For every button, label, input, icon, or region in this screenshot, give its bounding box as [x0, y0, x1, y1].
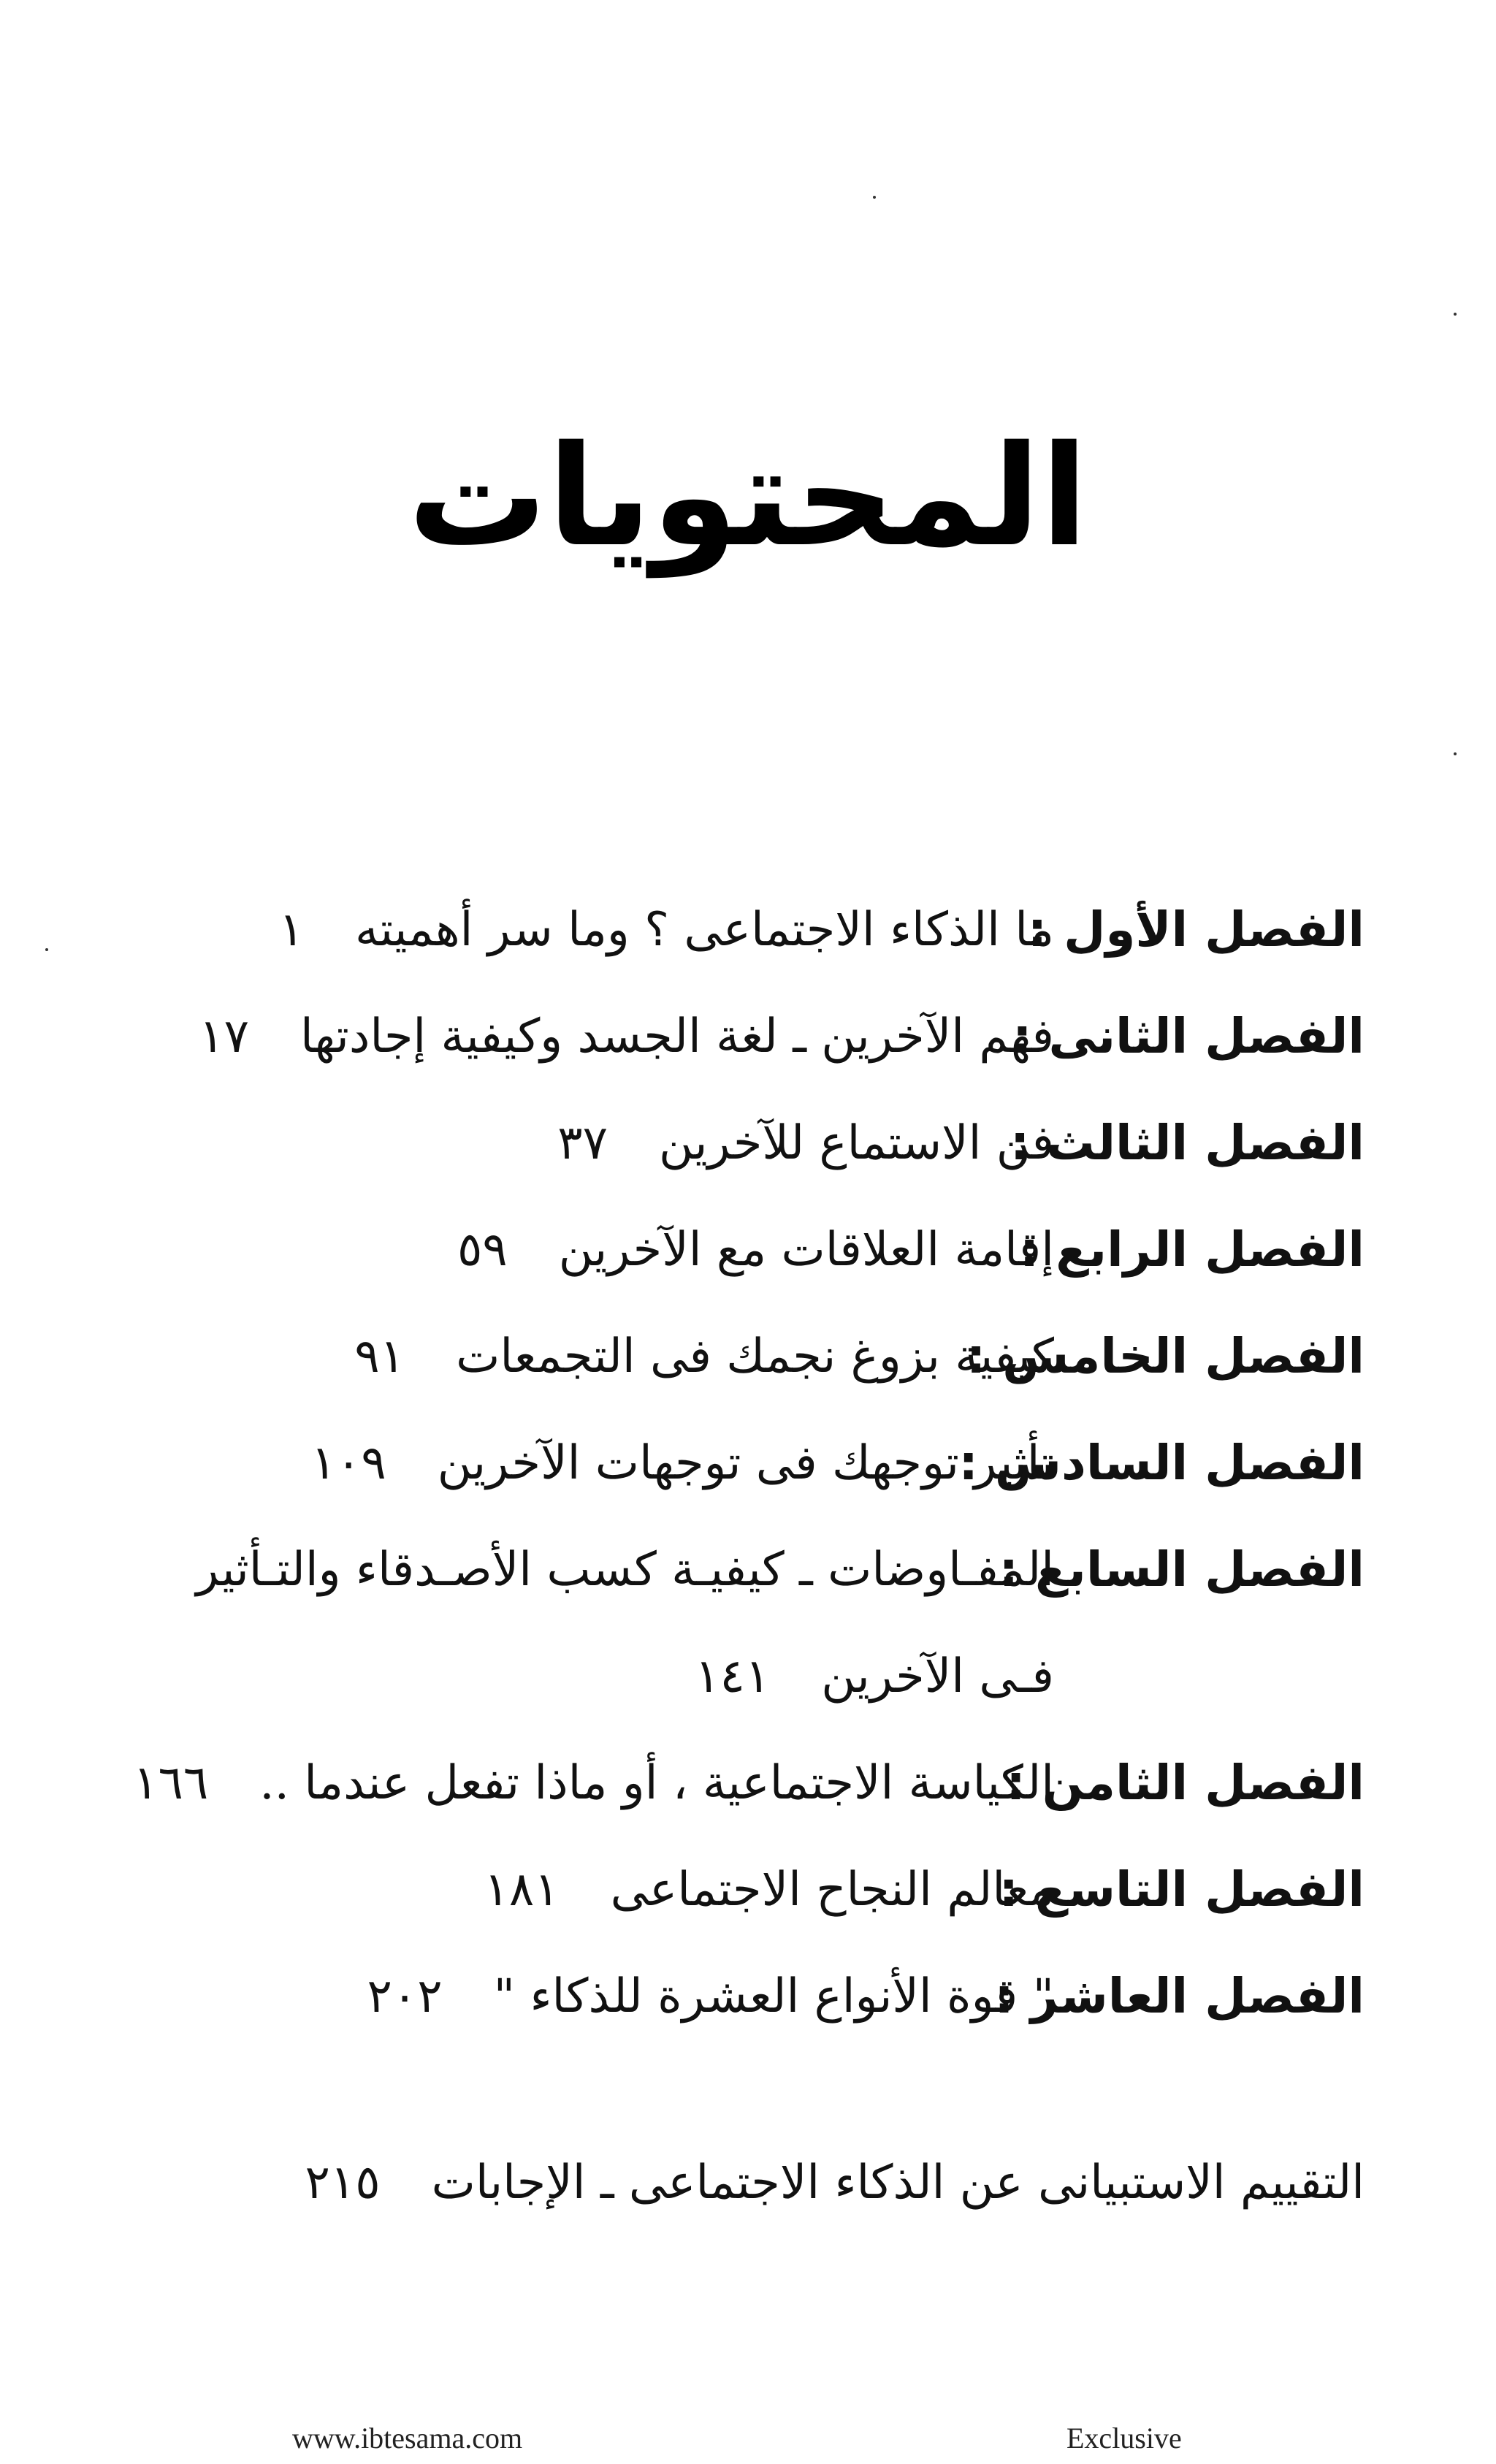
chapter-title-text: معالم النجاح الاجتماعى: [610, 1863, 1054, 1917]
chapter-page-number: ٩١: [354, 1330, 405, 1384]
chapter-title: [108, 1836, 1054, 1943]
chapter-label: الفصل التاسع :: [999, 1861, 1365, 1918]
chapter-page-number: ٢٠٢: [367, 1969, 443, 2024]
appendix-text: التقييم الاستبيانى عن الذكاء الاجتماعى ـ الإجابات: [431, 2156, 1365, 2210]
chapter-title: [108, 877, 1054, 983]
toc-row: [108, 983, 1365, 1090]
chapter-title: [108, 1517, 1054, 1730]
chapter-page-number: ١٤١: [695, 1649, 771, 1704]
chapter-page-number: ٣٧: [557, 1116, 608, 1170]
chapter-label: الفصل السادس :: [958, 1435, 1365, 1491]
appendix-entry: [108, 2129, 1365, 2236]
scan-speck: [1454, 752, 1457, 755]
chapter-title-text: فهم الآخرين ـ لغة الجسد وكيفية إجادتها: [300, 1010, 1054, 1064]
toc-row: [108, 1730, 1365, 1836]
chapter-page-number: ١٨١: [484, 1863, 560, 1917]
chapter-title-text: فن الاستماع للآخرين: [659, 1116, 1054, 1170]
chapter-title-text: المفـاوضات ـ كيفيـة كسب الأصـدقاء والتـأثير فـى الآخرين: [196, 1543, 1054, 1704]
chapter-title: [108, 1730, 1054, 1836]
toc-row: [108, 1943, 1365, 2050]
toc-row: [108, 1303, 1365, 1410]
chapter-title: [108, 1197, 1054, 1303]
chapter-title-text: ما الذكاء الاجتماعى ؟ وما سر أهميته: [354, 903, 1054, 957]
chapter-title: [108, 1090, 1054, 1197]
footer-website: www.ibtesama.com: [292, 2422, 523, 2455]
toc-row: [108, 1410, 1365, 1517]
chapter-page-number: ١٧: [199, 1010, 249, 1064]
chapter-page-number: ١٠٩: [310, 1436, 386, 1490]
page-title: المحتويات: [408, 416, 1088, 577]
chapter-page-number: ١٦٦: [133, 1756, 209, 1810]
chapter-title: [108, 1943, 1054, 2050]
chapter-page-number: ١: [278, 903, 304, 957]
toc-row: [108, 1197, 1365, 1303]
chapter-title-text: كيفية بزوغ نجمك فى التجمعات: [456, 1330, 1054, 1384]
chapter-title-text: " قوة الأنواع العشرة للذكاء ": [493, 1969, 1054, 2024]
chapter-title-text: تأثير توجهك فى توجهات الآخرين: [437, 1436, 1054, 1490]
table-of-contents: [108, 877, 1365, 2050]
chapter-label: الفصل الثالث :: [1010, 1115, 1365, 1171]
chapter-label: الفصل الثانى :: [1012, 1008, 1365, 1064]
scan-speck: [1454, 313, 1457, 316]
toc-row: [108, 1836, 1365, 1943]
chapter-title: [108, 1410, 1054, 1517]
chapter-label: الفصل الخامس :: [966, 1328, 1365, 1384]
chapter-title: [108, 983, 1054, 1090]
toc-row: [108, 877, 1365, 983]
chapter-title-text: إقامة العلاقات مع الآخرين: [558, 1223, 1054, 1277]
toc-row: [108, 1090, 1365, 1197]
scan-speck: [873, 196, 876, 199]
footer-tag: Exclusive: [1066, 2422, 1182, 2455]
chapter-label: الفصل الثامن :: [1006, 1755, 1365, 1811]
chapter-label: الفصل الرابع :: [1019, 1221, 1365, 1278]
chapter-label: الفصل السابع :: [999, 1541, 1365, 1598]
chapter-label: الفصل العاشر :: [994, 1968, 1365, 2024]
scan-speck: [45, 948, 48, 951]
appendix-page-number: ٢١٥: [305, 2156, 381, 2210]
toc-row: [108, 1517, 1365, 1730]
chapter-title: [108, 1303, 1054, 1410]
chapter-label: الفصل الأول :: [1027, 901, 1365, 958]
chapter-page-number: ٥٩: [457, 1223, 508, 1277]
chapter-title-text: الكياسة الاجتماعية ، أو ماذا تفعل عندما ..: [259, 1756, 1054, 1810]
